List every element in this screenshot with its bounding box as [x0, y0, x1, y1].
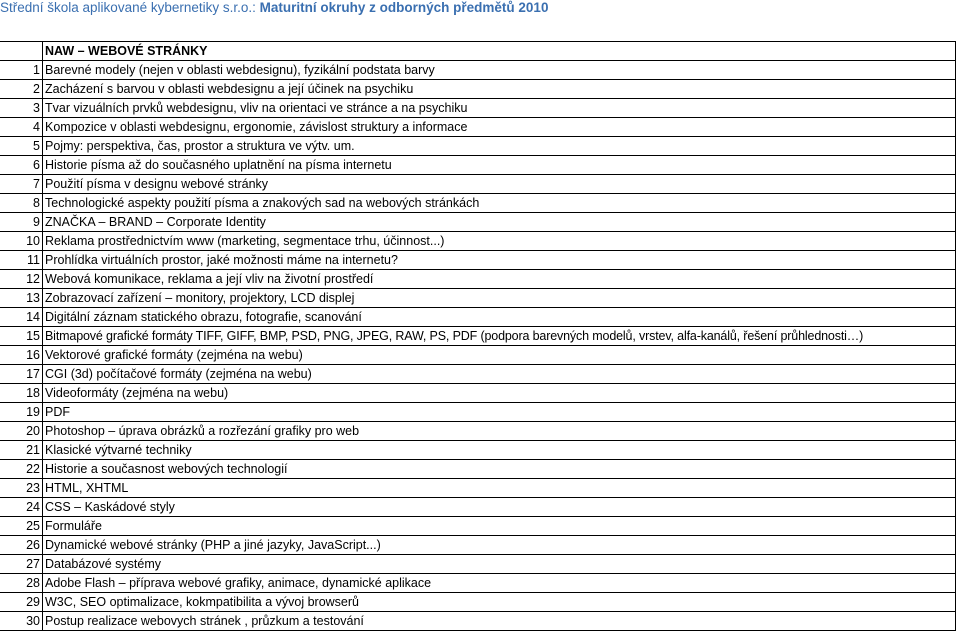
table-row — [0, 555, 956, 574]
row-topic: CGI (3d) počítačové formáty (zejména na webu) — [43, 365, 956, 384]
row-number: 9 — [0, 213, 43, 232]
table-row — [0, 479, 956, 498]
row-number: 6 — [0, 156, 43, 175]
table-title-row — [0, 42, 956, 61]
row-topic: HTML, XHTML — [43, 479, 956, 498]
row-number: 5 — [0, 137, 43, 156]
row-topic: Adobe Flash – příprava webové grafiky, animace, dynamické aplikace — [43, 574, 956, 593]
row-number: 12 — [0, 270, 43, 289]
row-topic: Kompozice v oblasti webdesignu, ergonomie, závislost struktury a informace — [43, 118, 956, 137]
table-row — [0, 213, 956, 232]
row-topic: Vektorové grafické formáty (zejména na webu) — [43, 346, 956, 365]
row-topic: Webová komunikace, reklama a její vliv na životní prostředí — [43, 270, 956, 289]
row-number: 15 — [0, 327, 43, 346]
row-number: 8 — [0, 194, 43, 213]
row-topic: Zacházení s barvou v oblasti webdesignu a její účinek na psychiku — [43, 80, 956, 99]
table-row — [0, 270, 956, 289]
row-number: 29 — [0, 593, 43, 612]
row-topic: Klasické výtvarné techniky — [43, 441, 956, 460]
row-topic: ZNAČKA – BRAND – Corporate Identity — [43, 213, 956, 232]
table-row — [0, 61, 956, 80]
table-row — [0, 80, 956, 99]
topics-table — [0, 41, 956, 631]
table-row — [0, 175, 956, 194]
row-number: 24 — [0, 498, 43, 517]
row-topic: Historie a současnost webových technologií — [43, 460, 956, 479]
row-number: 23 — [0, 479, 43, 498]
row-topic: Pojmy: perspektiva, čas, prostor a struktura ve výtv. um. — [43, 137, 956, 156]
row-number: 27 — [0, 555, 43, 574]
table-row — [0, 118, 956, 137]
table-row — [0, 251, 956, 270]
row-topic: Photoshop – úprava obrázků a rozřezání grafiky pro web — [43, 422, 956, 441]
row-topic: W3C, SEO optimalizace, kokmpatibilita a vývoj browserů — [43, 593, 956, 612]
table-row — [0, 99, 956, 118]
row-number: 3 — [0, 99, 43, 118]
table-row — [0, 384, 956, 403]
row-topic: Reklama prostřednictvím www (marketing, segmentace trhu, účinnost...) — [43, 232, 956, 251]
table-row — [0, 612, 956, 631]
table-row — [0, 232, 956, 251]
table-row — [0, 346, 956, 365]
table-row — [0, 289, 956, 308]
row-number: 21 — [0, 441, 43, 460]
table-row — [0, 194, 956, 213]
row-number: 17 — [0, 365, 43, 384]
row-topic: Databázové systémy — [43, 555, 956, 574]
table-row — [0, 517, 956, 536]
table-row — [0, 536, 956, 555]
row-topic: Tvar vizuálních prvků webdesignu, vliv na orientaci ve stránce a na psychiku — [43, 99, 956, 118]
school-name: Střední škola aplikované kybernetiky s.r.o. — [0, 0, 253, 15]
table-row — [0, 574, 956, 593]
row-topic: Historie písma až do současného uplatnění na písma internetu — [43, 156, 956, 175]
row-number: 30 — [0, 612, 43, 631]
table-row — [0, 137, 956, 156]
table-row — [0, 308, 956, 327]
table-row — [0, 365, 956, 384]
table-row — [0, 422, 956, 441]
row-number: 18 — [0, 384, 43, 403]
row-topic: PDF — [43, 403, 956, 422]
document-header — [0, 0, 548, 16]
document-subtitle: Maturitní okruhy z odborných předmětů 2010 — [255, 0, 549, 15]
row-number: 28 — [0, 574, 43, 593]
row-number: 22 — [0, 460, 43, 479]
row-number: 16 — [0, 346, 43, 365]
row-number: 1 — [0, 61, 43, 80]
row-number: 10 — [0, 232, 43, 251]
table-row — [0, 460, 956, 479]
row-number: 4 — [0, 118, 43, 137]
row-number: 13 — [0, 289, 43, 308]
table-title: NAW – WEBOVÉ STRÁNKY — [43, 42, 956, 61]
row-number: 26 — [0, 536, 43, 555]
row-number: 19 — [0, 403, 43, 422]
row-number: 25 — [0, 517, 43, 536]
table-row — [0, 441, 956, 460]
row-topic: Dynamické webové stránky (PHP a jiné jazyky, JavaScript...) — [43, 536, 956, 555]
row-topic: Bitmapové grafické formáty TIFF, GIFF, BMP, PSD, PNG, JPEG, RAW, PS, PDF (podpora barevných modelů, vrstev, alfa-kanálů, řešení průhlednosti…) — [43, 327, 956, 346]
row-topic: Postup realizace webovych stránek , průzkum a testování — [43, 612, 956, 631]
header-separator: : — [252, 0, 256, 15]
table-row — [0, 498, 956, 517]
table-row — [0, 156, 956, 175]
table-row — [0, 327, 956, 346]
row-topic: Formuláře — [43, 517, 956, 536]
row-topic: Videoformáty (zejména na webu) — [43, 384, 956, 403]
row-number: 2 — [0, 80, 43, 99]
row-topic: Digitální záznam statického obrazu, fotografie, scanování — [43, 308, 956, 327]
row-topic: Technologické aspekty použití písma a znakových sad na webových stránkách — [43, 194, 956, 213]
table-row — [0, 403, 956, 422]
row-number: 14 — [0, 308, 43, 327]
row-number: 7 — [0, 175, 43, 194]
table-row — [0, 593, 956, 612]
row-topic: Barevné modely (nejen v oblasti webdesignu), fyzikální podstata barvy — [43, 61, 956, 80]
row-topic: Zobrazovací zařízení – monitory, projektory, LCD displej — [43, 289, 956, 308]
row-topic: CSS – Kaskádové styly — [43, 498, 956, 517]
title-number-cell — [0, 42, 43, 61]
row-topic: Prohlídka virtuálních prostor, jaké možnosti máme na internetu? — [43, 251, 956, 270]
row-number: 11 — [0, 251, 43, 270]
row-number: 20 — [0, 422, 43, 441]
row-topic: Použití písma v designu webové stránky — [43, 175, 956, 194]
